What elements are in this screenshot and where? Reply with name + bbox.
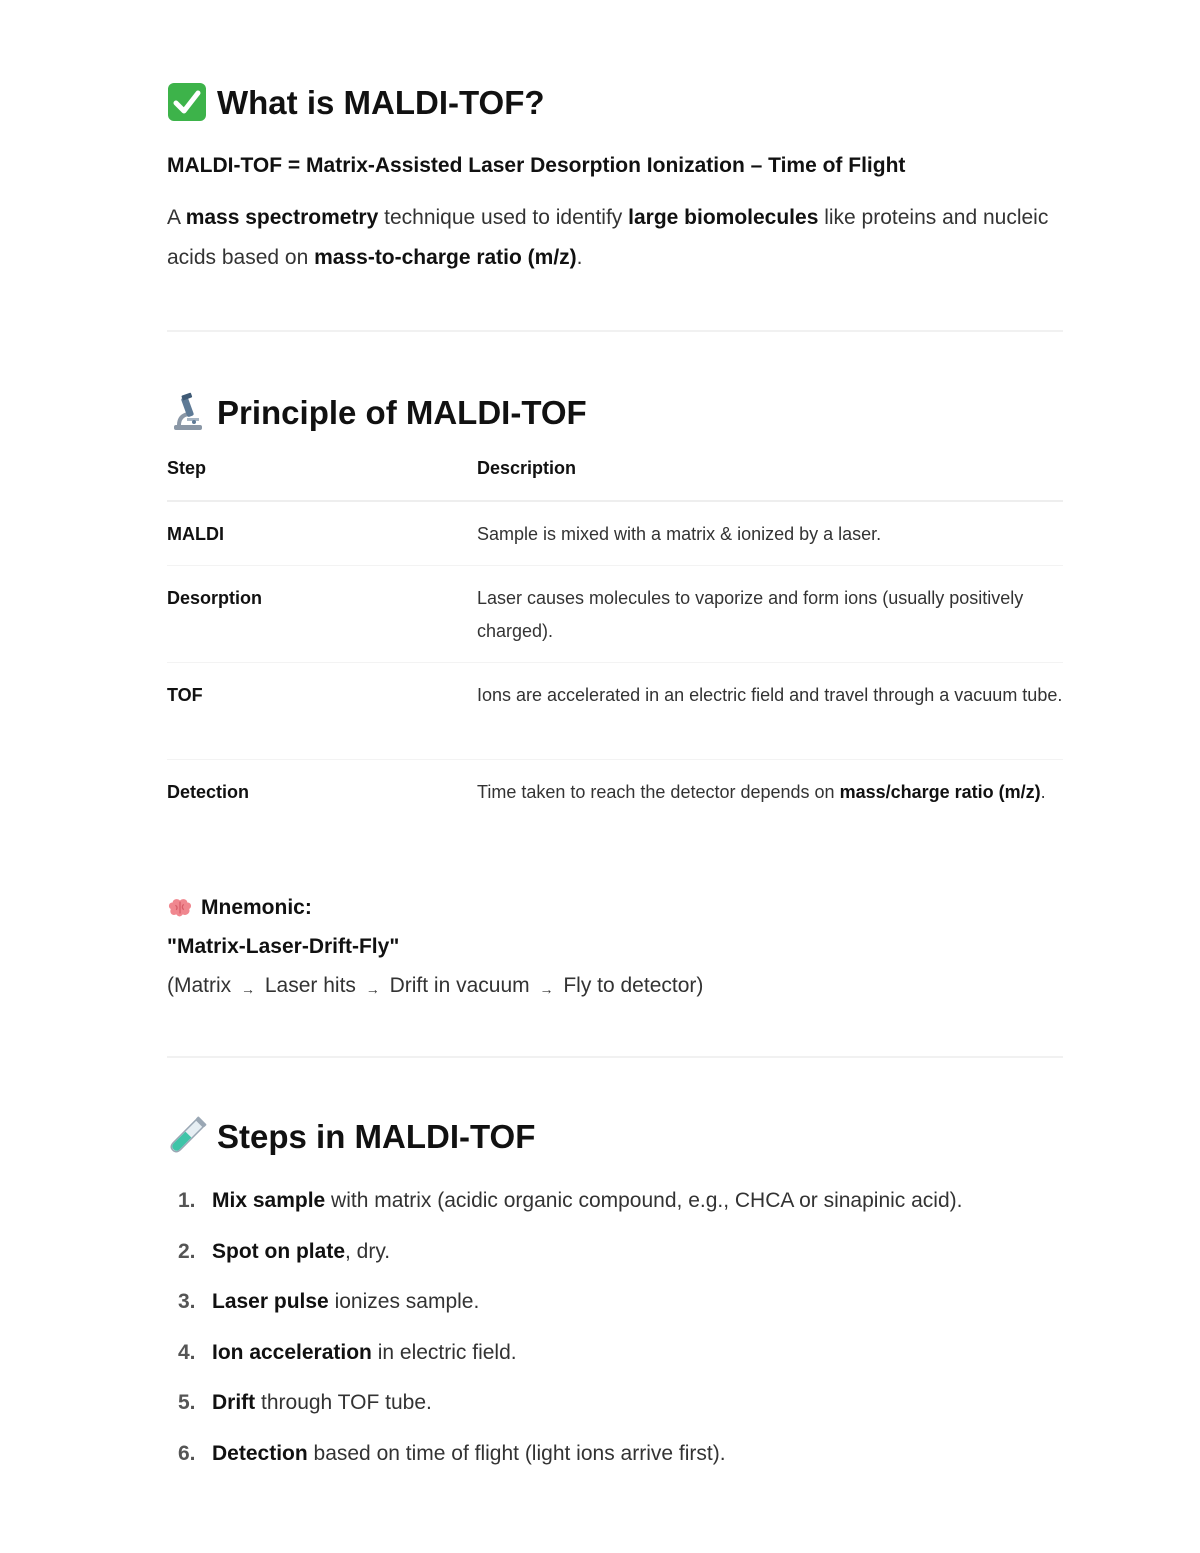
mnemonic-heading — [167, 888, 703, 927]
table-row — [167, 566, 1063, 663]
table-header-step: Step — [167, 458, 477, 501]
arrow-right-icon: → — [539, 981, 554, 997]
list-item: 5. Drift through TOF tube. — [178, 1391, 432, 1415]
test-tube-icon — [167, 1116, 207, 1156]
check-mark-icon — [167, 82, 207, 122]
step-cell: MALDI — [167, 501, 477, 566]
mnemonic-label: Mnemonic: — [201, 896, 312, 919]
principle-table — [167, 458, 1063, 842]
arrow-right-icon: → — [365, 981, 380, 997]
mnemonic-explanation: (Matrix → Laser hits → Drift in vacuum → Fly to detector) — [167, 974, 704, 997]
table-row — [167, 760, 1063, 843]
title-text: Steps in MALDI-TOF — [217, 1117, 536, 1155]
list-item: 6. Detection based on time of flight (light ions arrive first). — [178, 1441, 726, 1465]
subtitle: MALDI-TOF = Matrix-Assisted Laser Desorption Ionization – Time of Flight — [167, 154, 906, 177]
mnemonic-block — [167, 888, 703, 1007]
steps-list — [167, 1180, 962, 1484]
description-cell: Time taken to reach the detector depends on mass/charge ratio (m/z). — [477, 782, 1046, 802]
step-cell: Desorption — [167, 566, 477, 663]
description-cell: Ions are accelerated in an electric field and travel through a vacuum tube. — [477, 663, 1063, 760]
table-row — [167, 501, 1063, 566]
description-cell: Sample is mixed with a matrix & ionized by a laser. — [477, 501, 1063, 566]
list-item: 3. Laser pulse ionizes sample. — [178, 1290, 480, 1314]
list-item: 2. Spot on plate, dry. — [178, 1239, 391, 1263]
mnemonic-phrase: "Matrix-Laser-Drift-Fly" — [167, 935, 400, 958]
title-text: What is MALDI-TOF? — [217, 83, 545, 121]
brain-icon — [167, 897, 193, 919]
list-item: 4. Ion acceleration in electric field. — [178, 1340, 517, 1364]
section-title-what-is — [167, 82, 545, 122]
table-header-description: Description — [477, 458, 1063, 501]
title-text: Principle of MALDI-TOF — [217, 393, 587, 431]
arrow-right-icon: → — [241, 981, 256, 997]
description-cell: Laser causes molecules to vaporize and form ions (usually positively charged). — [477, 566, 1063, 663]
microscope-icon — [167, 392, 207, 432]
list-item: 1. Mix sample with matrix (acidic organic compound, e.g., CHCA or sinapinic acid). — [178, 1189, 963, 1212]
step-cell: Detection — [167, 782, 250, 802]
step-cell: TOF — [167, 663, 477, 760]
table-row — [167, 663, 1063, 760]
divider — [167, 330, 1063, 332]
section-title-steps — [167, 1116, 535, 1156]
divider — [167, 1056, 1063, 1058]
intro-paragraph: A mass spectrometry technique used to identify large biomolecules like proteins and nucleic acids based on mass-to-charge ratio (m/z). — [167, 206, 1049, 269]
section-title-principle — [167, 392, 587, 432]
